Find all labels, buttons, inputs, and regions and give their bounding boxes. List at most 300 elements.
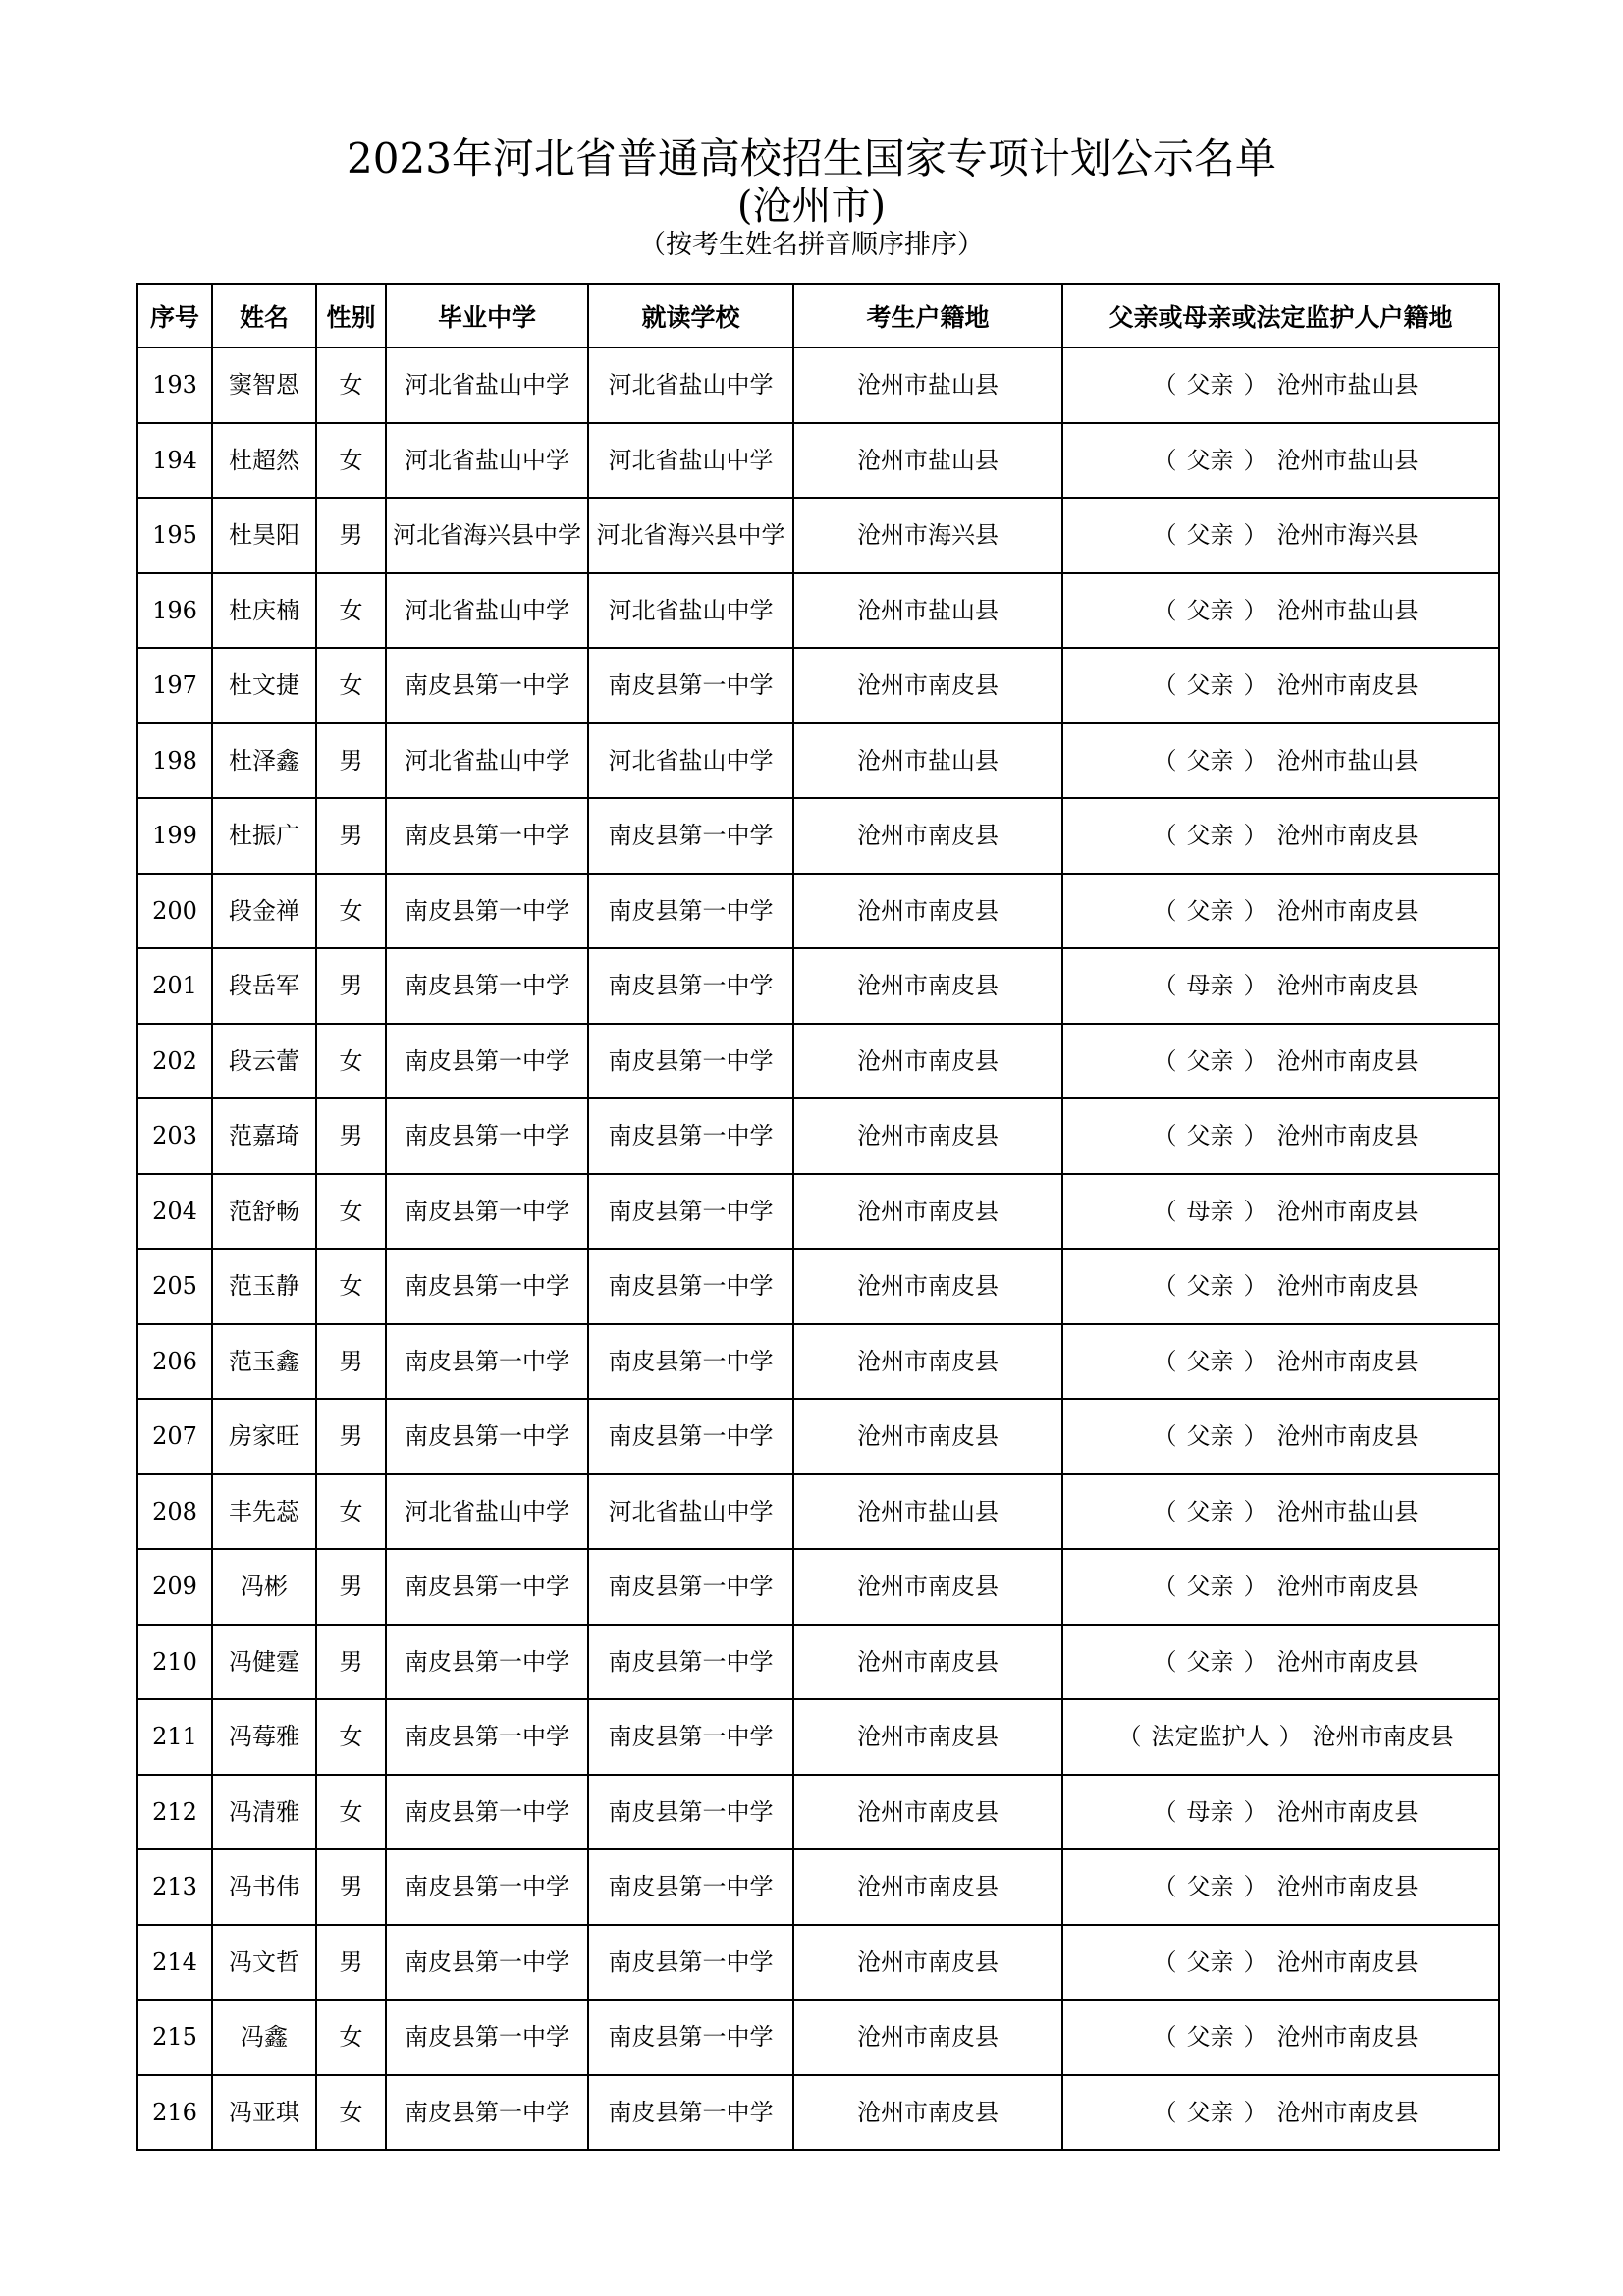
guardian-relation: 法定监护人 [1151,1723,1270,1751]
table-row [137,1849,1499,1925]
guardian-hukou: 沧州市南皮县 [1276,1197,1419,1225]
cell-gender: 男 [316,1625,386,1700]
cell-current-school: 南皮县第一中学 [588,1324,793,1400]
cell-name: 房家旺 [212,1399,316,1474]
cell-grad-school: 河北省盐山中学 [386,723,588,799]
cell-current-school: 南皮县第一中学 [588,874,793,949]
paren-open: （ [1153,671,1177,700]
cell-guardian-hukou [1062,1925,1499,2001]
table-row [137,2075,1499,2151]
guardian-relation: 父亲 [1186,2023,1234,2052]
table-row [137,1174,1499,1250]
cell-hukou: 沧州市南皮县 [793,1849,1062,1925]
guardian-relation: 父亲 [1186,671,1234,700]
table-row [137,423,1499,499]
cell-hukou: 沧州市盐山县 [793,573,1062,649]
table-row [137,1324,1499,1400]
paren-close: ） [1243,1122,1268,1150]
cell-name: 杜昊阳 [212,498,316,573]
guardian-hukou: 沧州市南皮县 [1276,671,1419,700]
cell-gender: 男 [316,1549,386,1625]
cell-current-school: 南皮县第一中学 [588,1174,793,1250]
guardian-relation: 父亲 [1186,446,1234,474]
table-row [137,1625,1499,1700]
cell-guardian-hukou [1062,948,1499,1024]
paren-close: ） [1278,1723,1303,1751]
cell-seq: 202 [137,1024,212,1099]
cell-current-school: 南皮县第一中学 [588,1399,793,1474]
paren-close: ） [1243,1573,1268,1601]
cell-hukou: 沧州市南皮县 [793,1174,1062,1250]
paren-open: （ [1153,972,1177,1000]
cell-name: 冯清雅 [212,1775,316,1850]
table-row [137,874,1499,949]
cell-current-school: 河北省盐山中学 [588,423,793,499]
guardian-hukou: 沧州市南皮县 [1276,1797,1419,1826]
guardian-relation: 父亲 [1186,596,1234,624]
cell-current-school: 南皮县第一中学 [588,648,793,723]
cell-name: 窦智恩 [212,347,316,423]
cell-name: 段金禅 [212,874,316,949]
cell-seq: 198 [137,723,212,799]
cell-current-school: 南皮县第一中学 [588,948,793,1024]
cell-guardian-hukou [1062,723,1499,799]
cell-name: 范玉静 [212,1249,316,1324]
cell-guardian-hukou [1062,573,1499,649]
cell-grad-school: 河北省盐山中学 [386,1474,588,1550]
cell-hukou: 沧州市南皮县 [793,1549,1062,1625]
cell-name: 范舒畅 [212,1174,316,1250]
cell-guardian-hukou [1062,1249,1499,1324]
guardian-hukou: 沧州市南皮县 [1276,1347,1419,1375]
guardian-relation: 父亲 [1186,822,1234,850]
cell-gender: 女 [316,1249,386,1324]
cell-grad-school: 南皮县第一中学 [386,1775,588,1850]
cell-seq: 211 [137,1699,212,1775]
cell-grad-school: 南皮县第一中学 [386,648,588,723]
paren-open: （ [1153,1046,1177,1075]
cell-guardian-hukou [1062,874,1499,949]
guardian-hukou: 沧州市南皮县 [1276,1422,1419,1451]
cell-current-school: 南皮县第一中学 [588,798,793,874]
table-row [137,648,1499,723]
cell-seq: 203 [137,1098,212,1174]
cell-guardian-hukou [1062,1399,1499,1474]
cell-hukou: 沧州市南皮县 [793,1775,1062,1850]
table-row [137,948,1499,1024]
sort-note: （按考生姓名拼音顺序排序） [639,230,984,260]
cell-hukou: 沧州市南皮县 [793,2075,1062,2151]
cell-grad-school: 河北省盐山中学 [386,423,588,499]
guardian-relation: 父亲 [1186,1347,1234,1375]
cell-gender: 女 [316,423,386,499]
cell-guardian-hukou [1062,1324,1499,1400]
cell-hukou: 沧州市南皮县 [793,1098,1062,1174]
paren-open: （ [1153,2023,1177,2052]
table-row [137,1925,1499,2001]
paren-close: ） [1243,1046,1268,1075]
cell-name: 冯文哲 [212,1925,316,2001]
cell-seq: 200 [137,874,212,949]
cell-grad-school: 南皮县第一中学 [386,1849,588,1925]
cell-current-school: 南皮县第一中学 [588,2000,793,2075]
cell-seq: 196 [137,573,212,649]
guardian-hukou: 沧州市盐山县 [1276,446,1419,474]
paren-open: （ [1153,521,1177,550]
guardian-hukou: 沧州市南皮县 [1276,1272,1419,1301]
cell-guardian-hukou [1062,347,1499,423]
cell-gender: 女 [316,2075,386,2151]
guardian-hukou: 沧州市南皮县 [1276,2098,1419,2126]
cell-seq: 214 [137,1925,212,2001]
cell-name: 冯健霆 [212,1625,316,1700]
paren-open: （ [1153,2098,1177,2126]
cell-guardian-hukou [1062,498,1499,573]
guardian-relation: 父亲 [1186,521,1234,550]
cell-hukou: 沧州市盐山县 [793,1474,1062,1550]
paren-close: ） [1243,671,1268,700]
guardian-relation: 父亲 [1186,1272,1234,1301]
cell-current-school: 河北省盐山中学 [588,347,793,423]
paren-close: ） [1243,371,1268,400]
table-row [137,798,1499,874]
guardian-hukou: 沧州市盐山县 [1276,596,1419,624]
cell-grad-school: 南皮县第一中学 [386,1625,588,1700]
paren-open: （ [1153,371,1177,400]
guardian-relation: 父亲 [1186,896,1234,925]
guardian-relation: 父亲 [1186,1873,1234,1901]
paren-close: ） [1243,822,1268,850]
cell-name: 杜庆楠 [212,573,316,649]
cell-grad-school: 南皮县第一中学 [386,1174,588,1250]
cell-current-school: 河北省盐山中学 [588,573,793,649]
cell-seq: 201 [137,948,212,1024]
cell-seq: 207 [137,1399,212,1474]
cell-name: 段云蕾 [212,1024,316,1099]
cell-gender: 男 [316,498,386,573]
table-row [137,1249,1499,1324]
guardian-relation: 母亲 [1186,972,1234,1000]
paren-close: ） [1243,1197,1268,1225]
header-gender: 性别 [316,284,386,347]
cell-gender: 女 [316,648,386,723]
paren-open: （ [1153,1573,1177,1601]
paren-open: （ [1153,1422,1177,1451]
header-hukou: 考生户籍地 [793,284,1062,347]
guardian-relation: 父亲 [1186,2098,1234,2126]
cell-grad-school: 南皮县第一中学 [386,874,588,949]
paren-open: （ [1153,1122,1177,1150]
paren-open: （ [1117,1723,1142,1751]
cell-gender: 女 [316,573,386,649]
paren-close: ） [1243,596,1268,624]
cell-grad-school: 河北省海兴县中学 [386,498,588,573]
guardian-hukou: 沧州市盐山县 [1276,746,1419,774]
cell-seq: 199 [137,798,212,874]
cell-gender: 女 [316,1174,386,1250]
cell-grad-school: 南皮县第一中学 [386,2075,588,2151]
cell-current-school: 河北省盐山中学 [588,723,793,799]
cell-grad-school: 南皮县第一中学 [386,1699,588,1775]
guardian-hukou: 沧州市南皮县 [1276,896,1419,925]
table-row [137,1474,1499,1550]
guardian-relation: 父亲 [1186,1497,1234,1525]
header-current-school: 就读学校 [588,284,793,347]
cell-seq: 213 [137,1849,212,1925]
cell-grad-school: 河北省盐山中学 [386,573,588,649]
cell-current-school: 南皮县第一中学 [588,1775,793,1850]
cell-gender: 女 [316,874,386,949]
guardian-relation: 父亲 [1186,1573,1234,1601]
guardian-hukou: 沧州市南皮县 [1276,1122,1419,1150]
cell-grad-school: 河北省盐山中学 [386,347,588,423]
paren-open: （ [1153,1948,1177,1976]
paren-close: ） [1243,972,1268,1000]
paren-close: ） [1243,1422,1268,1451]
header-guardian-hukou: 父亲或母亲或法定监护人户籍地 [1062,284,1499,347]
cell-grad-school: 南皮县第一中学 [386,1024,588,1099]
cell-grad-school: 南皮县第一中学 [386,1324,588,1400]
paren-open: （ [1153,596,1177,624]
cell-hukou: 沧州市海兴县 [793,498,1062,573]
cell-guardian-hukou [1062,1775,1499,1850]
cell-guardian-hukou [1062,1474,1499,1550]
cell-gender: 男 [316,948,386,1024]
cell-current-school: 南皮县第一中学 [588,1699,793,1775]
table-row [137,1024,1499,1099]
cell-seq: 194 [137,423,212,499]
paren-open: （ [1153,896,1177,925]
cell-current-school: 南皮县第一中学 [588,1925,793,2001]
cell-hukou: 沧州市南皮县 [793,1324,1062,1400]
cell-name: 范嘉琦 [212,1098,316,1174]
guardian-relation: 父亲 [1186,1046,1234,1075]
cell-grad-school: 南皮县第一中学 [386,798,588,874]
cell-guardian-hukou [1062,2000,1499,2075]
table-row [137,1399,1499,1474]
paren-close: ） [1243,1948,1268,1976]
cell-current-school: 河北省盐山中学 [588,1474,793,1550]
cell-current-school: 南皮县第一中学 [588,2075,793,2151]
table-row [137,1699,1499,1775]
cell-guardian-hukou [1062,1098,1499,1174]
header-name: 姓名 [212,284,316,347]
cell-gender: 女 [316,347,386,423]
cell-hukou: 沧州市南皮县 [793,1625,1062,1700]
guardian-hukou: 沧州市南皮县 [1312,1723,1454,1751]
cell-grad-school: 南皮县第一中学 [386,1549,588,1625]
cell-seq: 210 [137,1625,212,1700]
roster-table [136,283,1500,2151]
cell-guardian-hukou [1062,1024,1499,1099]
paren-open: （ [1153,746,1177,774]
cell-hukou: 沧州市南皮县 [793,1024,1062,1099]
table-row [137,1549,1499,1625]
cell-current-school: 南皮县第一中学 [588,1849,793,1925]
paren-open: （ [1153,446,1177,474]
cell-seq: 212 [137,1775,212,1850]
cell-guardian-hukou [1062,1549,1499,1625]
cell-name: 杜泽鑫 [212,723,316,799]
cell-gender: 女 [316,2000,386,2075]
table-header-row [137,284,1499,347]
paren-close: ） [1243,1797,1268,1826]
cell-hukou: 沧州市南皮县 [793,1249,1062,1324]
cell-current-school: 南皮县第一中学 [588,1549,793,1625]
cell-current-school: 河北省海兴县中学 [588,498,793,573]
cell-seq: 195 [137,498,212,573]
paren-close: ） [1243,446,1268,474]
paren-open: （ [1153,1197,1177,1225]
document-title: 2023年河北省普通高校招生国家专项计划公示名单 [347,134,1276,183]
guardian-relation: 父亲 [1186,1122,1234,1150]
paren-open: （ [1153,1347,1177,1375]
guardian-hukou: 沧州市南皮县 [1276,1948,1419,1976]
guardian-relation: 父亲 [1186,1422,1234,1451]
cell-name: 冯鑫 [212,2000,316,2075]
cell-gender: 女 [316,1699,386,1775]
cell-gender: 男 [316,1849,386,1925]
cell-name: 杜超然 [212,423,316,499]
cell-grad-school: 南皮县第一中学 [386,1399,588,1474]
paren-open: （ [1153,822,1177,850]
table-row [137,1098,1499,1174]
cell-seq: 209 [137,1549,212,1625]
guardian-relation: 父亲 [1186,746,1234,774]
guardian-hukou: 沧州市盐山县 [1276,371,1419,400]
guardian-relation: 母亲 [1186,1797,1234,1826]
cell-name: 丰先蕊 [212,1474,316,1550]
cell-seq: 197 [137,648,212,723]
guardian-hukou: 沧州市盐山县 [1276,1497,1419,1525]
paren-close: ） [1243,1873,1268,1901]
cell-name: 范玉鑫 [212,1324,316,1400]
cell-hukou: 沧州市南皮县 [793,2000,1062,2075]
guardian-hukou: 沧州市南皮县 [1276,972,1419,1000]
paren-open: （ [1153,1647,1177,1676]
table-row [137,573,1499,649]
cell-name: 冯书伟 [212,1849,316,1925]
cell-gender: 女 [316,1775,386,1850]
cell-hukou: 沧州市南皮县 [793,948,1062,1024]
cell-hukou: 沧州市南皮县 [793,798,1062,874]
cell-guardian-hukou [1062,423,1499,499]
cell-name: 杜文捷 [212,648,316,723]
cell-guardian-hukou [1062,2075,1499,2151]
cell-seq: 208 [137,1474,212,1550]
cell-seq: 193 [137,347,212,423]
cell-seq: 204 [137,1174,212,1250]
roster-body [137,347,1499,2150]
table-row [137,1775,1499,1850]
guardian-hukou: 沧州市海兴县 [1276,521,1419,550]
guardian-relation: 父亲 [1186,1948,1234,1976]
cell-current-school: 南皮县第一中学 [588,1249,793,1324]
paren-close: ） [1243,746,1268,774]
cell-hukou: 沧州市盐山县 [793,423,1062,499]
cell-grad-school: 南皮县第一中学 [386,1249,588,1324]
cell-name: 杜振广 [212,798,316,874]
paren-close: ） [1243,521,1268,550]
paren-close: ） [1243,1497,1268,1525]
guardian-relation: 父亲 [1186,371,1234,400]
guardian-hukou: 沧州市南皮县 [1276,1573,1419,1601]
cell-gender: 男 [316,723,386,799]
cell-hukou: 沧州市盐山县 [793,347,1062,423]
guardian-hukou: 沧州市南皮县 [1276,1046,1419,1075]
cell-seq: 206 [137,1324,212,1400]
guardian-hukou: 沧州市南皮县 [1276,822,1419,850]
guardian-hukou: 沧州市南皮县 [1276,1647,1419,1676]
paren-close: ） [1243,2098,1268,2126]
table-row [137,498,1499,573]
guardian-relation: 父亲 [1186,1647,1234,1676]
cell-grad-school: 南皮县第一中学 [386,2000,588,2075]
cell-name: 段岳军 [212,948,316,1024]
cell-seq: 216 [137,2075,212,2151]
cell-guardian-hukou [1062,1174,1499,1250]
cell-gender: 女 [316,1024,386,1099]
cell-grad-school: 南皮县第一中学 [386,948,588,1024]
paren-close: ） [1243,1347,1268,1375]
cell-guardian-hukou [1062,798,1499,874]
paren-open: （ [1153,1797,1177,1826]
cell-guardian-hukou [1062,1849,1499,1925]
cell-current-school: 南皮县第一中学 [588,1098,793,1174]
cell-seq: 215 [137,2000,212,2075]
cell-guardian-hukou [1062,1699,1499,1775]
paren-close: ） [1243,1647,1268,1676]
header-grad-school: 毕业中学 [386,284,588,347]
cell-name: 冯莓雅 [212,1699,316,1775]
cell-guardian-hukou [1062,1625,1499,1700]
document-subtitle: (沧州市) [736,184,887,229]
paren-open: （ [1153,1873,1177,1901]
cell-grad-school: 南皮县第一中学 [386,1925,588,2001]
guardian-hukou: 沧州市南皮县 [1276,1873,1419,1901]
cell-gender: 男 [316,1098,386,1174]
cell-hukou: 沧州市南皮县 [793,874,1062,949]
paren-close: ） [1243,2023,1268,2052]
table-row [137,2000,1499,2075]
guardian-relation: 母亲 [1186,1197,1234,1225]
paren-close: ） [1243,896,1268,925]
cell-gender: 男 [316,1399,386,1474]
cell-gender: 女 [316,1474,386,1550]
cell-hukou: 沧州市南皮县 [793,648,1062,723]
paren-close: ） [1243,1272,1268,1301]
cell-current-school: 南皮县第一中学 [588,1625,793,1700]
cell-hukou: 沧州市南皮县 [793,1925,1062,2001]
cell-guardian-hukou [1062,648,1499,723]
cell-gender: 男 [316,1324,386,1400]
cell-seq: 205 [137,1249,212,1324]
header-seq: 序号 [137,284,212,347]
table-row [137,347,1499,423]
cell-name: 冯亚琪 [212,2075,316,2151]
cell-grad-school: 南皮县第一中学 [386,1098,588,1174]
paren-open: （ [1153,1272,1177,1301]
cell-gender: 男 [316,798,386,874]
table-row [137,723,1499,799]
cell-name: 冯彬 [212,1549,316,1625]
cell-gender: 男 [316,1925,386,2001]
cell-hukou: 沧州市盐山县 [793,723,1062,799]
cell-hukou: 沧州市南皮县 [793,1399,1062,1474]
paren-open: （ [1153,1497,1177,1525]
cell-current-school: 南皮县第一中学 [588,1024,793,1099]
cell-hukou: 沧州市南皮县 [793,1699,1062,1775]
